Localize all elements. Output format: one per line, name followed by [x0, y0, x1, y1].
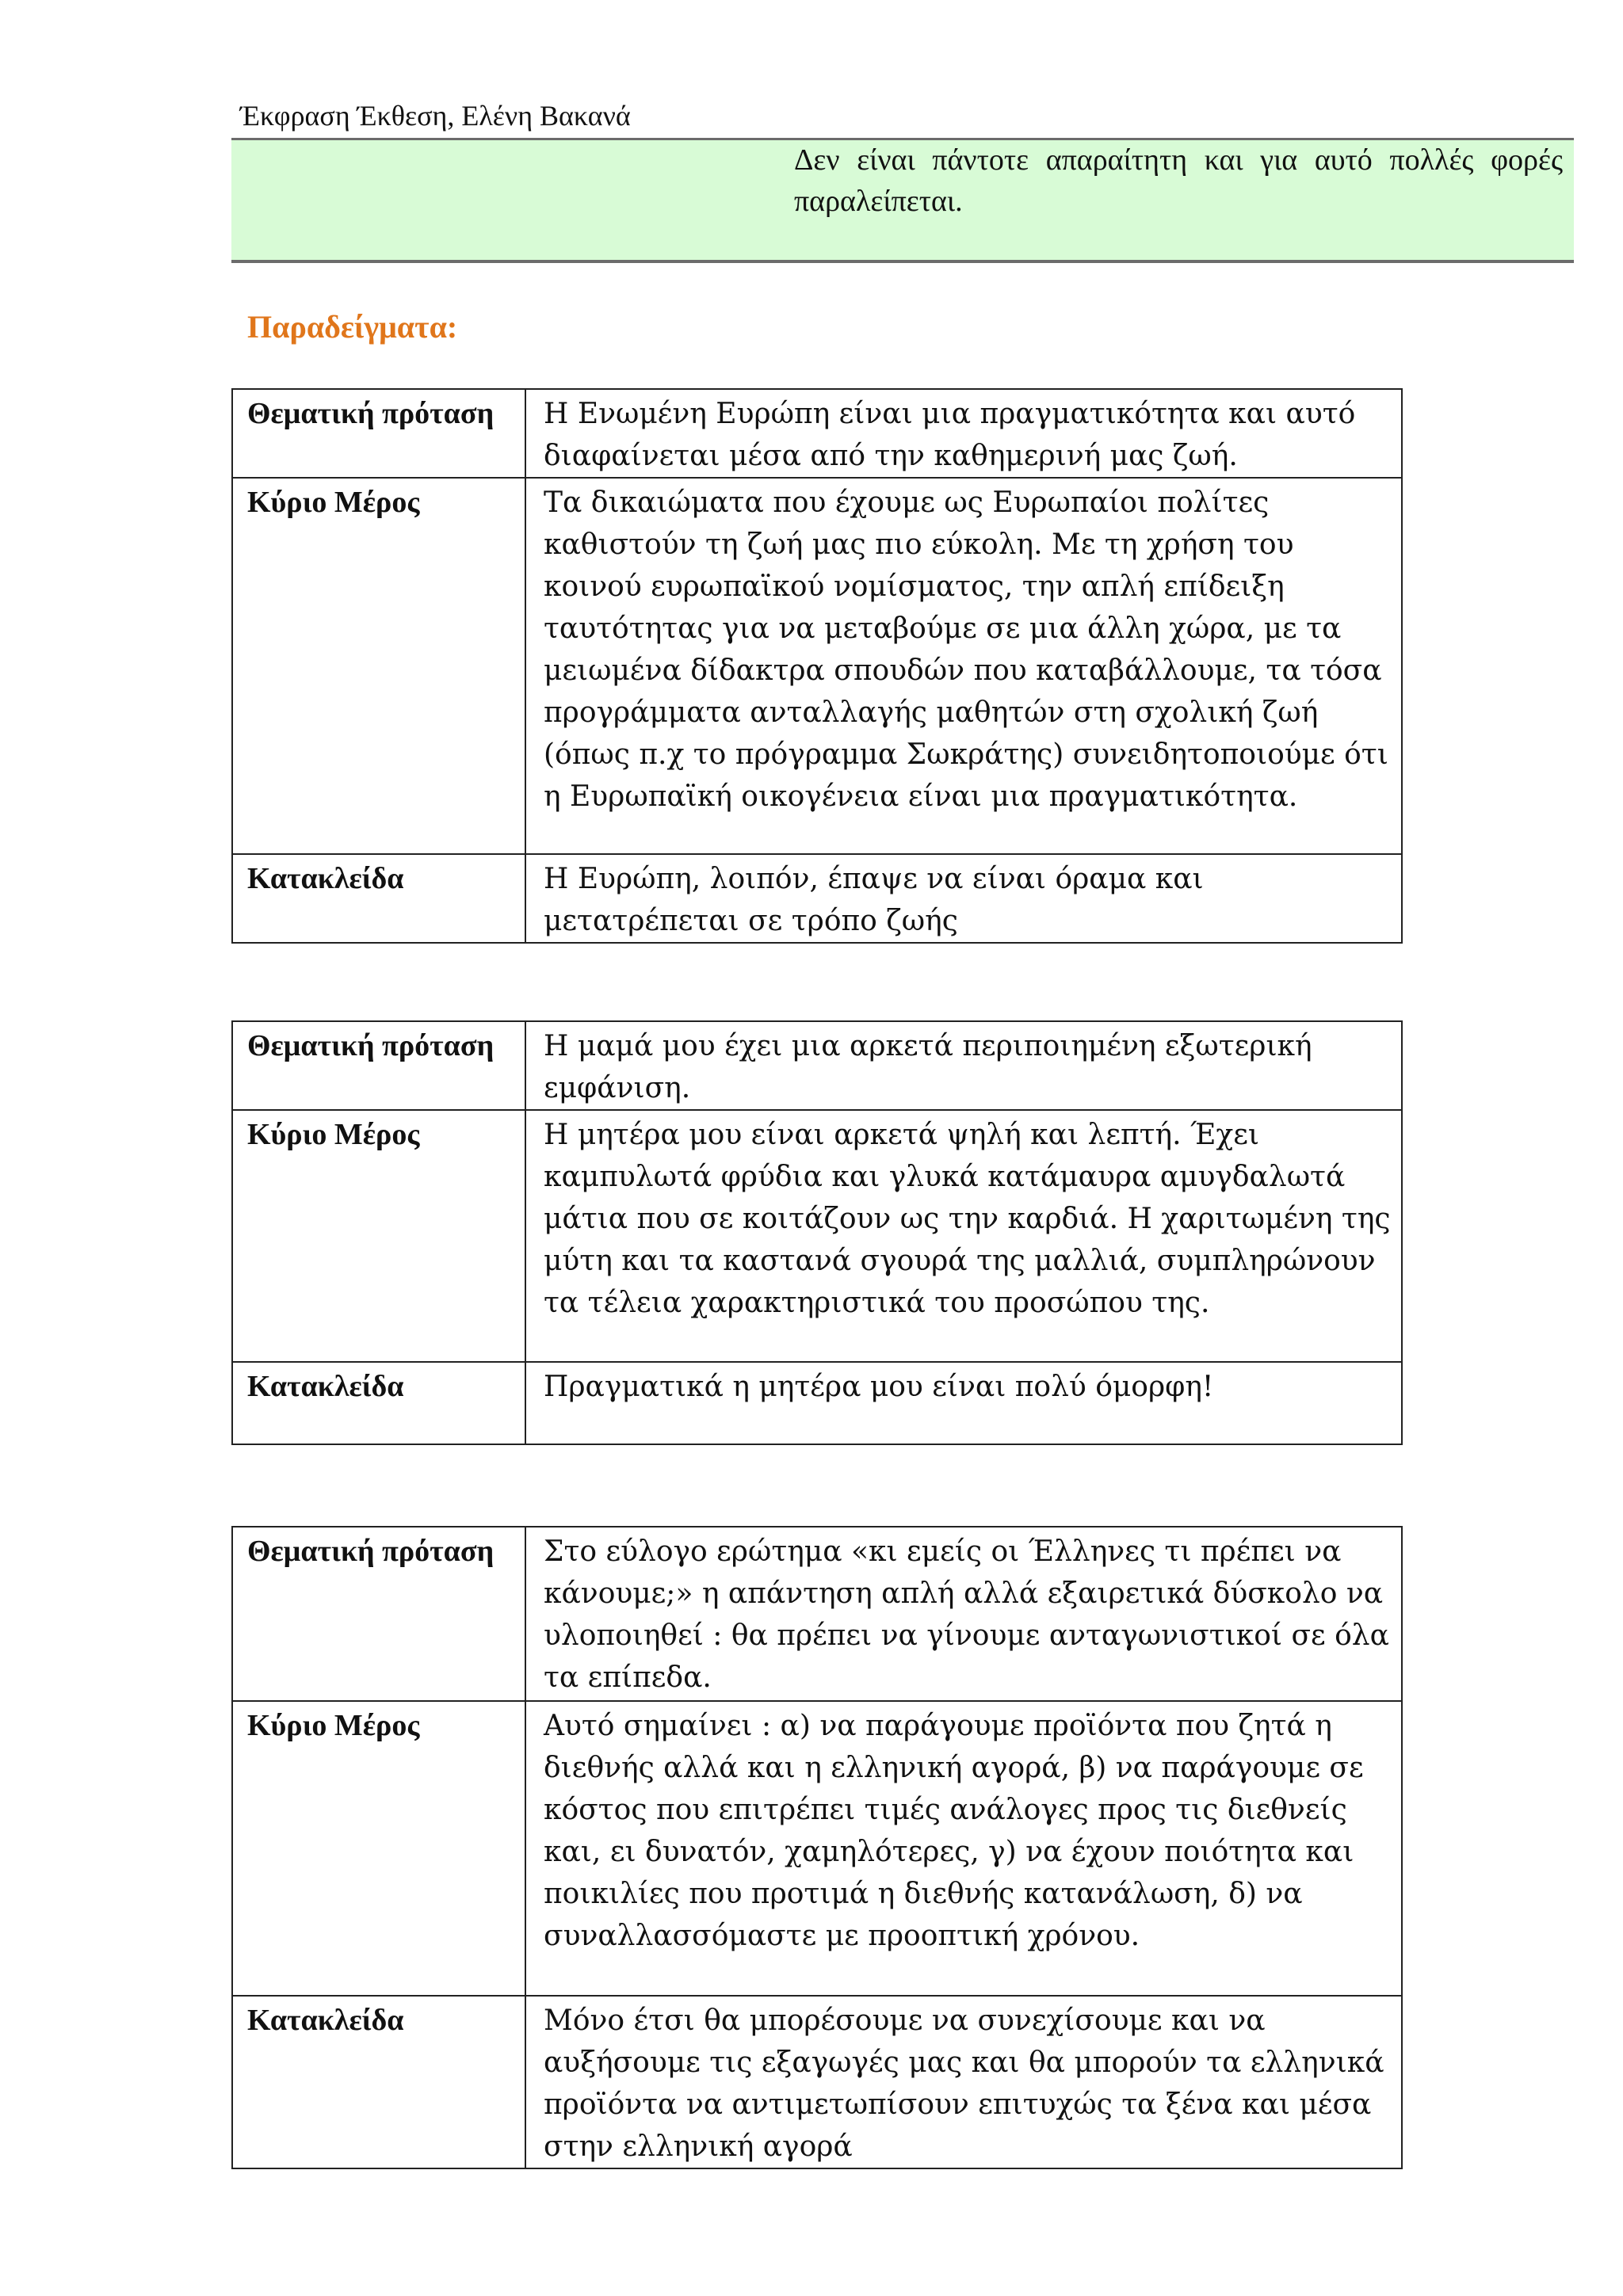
thematic-text: Η μαμά μου έχει μια αρκετά περιποιημένη εξωτερική εμφάνιση.	[525, 1021, 1402, 1110]
example-table-2	[231, 1020, 1403, 1445]
label-body: Κύριο Μέρος	[232, 1110, 525, 1362]
table-row	[232, 478, 1402, 854]
body-text: Αυτό σημαίνει : α) να παράγουμε προϊόντα που ζητά η διεθνής αλλά και η ελληνική αγορά, β) να παράγουμε σε κόστος που επιτρέπει τιμές ανάλογες προς τις διεθνείς και, ει δυνατόν, χαμηλότερες, γ) να έχουν ποιότητα και ποικιλίες που προτιμά η διεθνής κατανάλωση, δ) να συναλλασσόμαστε με προοπτική χρόνου.	[525, 1701, 1402, 1996]
table-row	[232, 1021, 1402, 1110]
label-thematic: Θεματική πρόταση	[232, 1021, 525, 1110]
body-text: Τα δικαιώματα που έχουμε ως Ευρωπαίοι πολίτες καθιστούν τη ζωή μας πιο εύκολη. Με τη χρήση του κοινού ευρωπαϊκού νομίσματος, την απλή επίδειξη ταυτότητας για να μεταβούμε σε μια άλλη χώρα, με τα μειωμένα δίδακτρα σπουδών που καταβάλλουμε, τα τόσα προγράμματα ανταλλαγής μαθητών στη σχολική ζωή (όπως π.χ το πρόγραμμα Σωκράτης) συνειδητοποιούμε ότι η Ευρωπαϊκή οικογένεια είναι μια πραγματικότητα.	[525, 478, 1402, 854]
example-table-1	[231, 388, 1403, 944]
label-conclusion: Κατακλείδα	[232, 1996, 525, 2168]
label-body: Κύριο Μέρος	[232, 478, 525, 854]
example-table-3	[231, 1526, 1403, 2169]
conclusion-text: Η Ευρώπη, λοιπόν, έπαψε να είναι όραμα και μετατρέπεται σε τρόπο ζωής	[525, 854, 1402, 943]
table-row	[232, 389, 1402, 478]
table-row	[232, 1527, 1402, 1701]
page-header: Έκφραση Έκθεση, Ελένη Βακανά	[240, 100, 631, 132]
thematic-text: Στο εύλογο ερώτημα «κι εμείς οι Έλληνες τι πρέπει να κάνουμε;» η απάντηση απλή αλλά εξαιρετικά δύσκολο να υλοποιηθεί : θα πρέπει να γίνουμε ανταγωνιστικοί σε όλα τα επίπεδα.	[525, 1527, 1402, 1701]
table-row	[232, 1362, 1402, 1444]
section-title: Παραδείγματα:	[247, 309, 458, 345]
conclusion-text: Μόνο έτσι θα μπορέσουμε να συνεχίσουμε και να αυξήσουμε τις εξαγωγές μας και θα μπορούν τα ελληνικά προϊόντα να αντιμετωπίσουν επιτυχώς τα ξένα και μέσα στην ελληνική αγορά	[525, 1996, 1402, 2168]
label-body: Κύριο Μέρος	[232, 1701, 525, 1996]
note-box-text: Δεν είναι πάντοτε απαραίτητη και για αυτό πολλές φορές παραλείπεται.	[794, 143, 1563, 218]
label-thematic: Θεματική πρόταση	[232, 1527, 525, 1701]
table-row	[232, 1701, 1402, 1996]
table-row	[232, 854, 1402, 943]
thematic-text: Η Ενωμένη Ευρώπη είναι μια πραγματικότητα και αυτό διαφαίνεται μέσα από την καθημερινή μας ζωή.	[525, 389, 1402, 478]
body-text: Η μητέρα μου είναι αρκετά ψηλή και λεπτή. Έχει καμπυλωτά φρύδια και γλυκά κατάμαυρα αμυγδαλωτά μάτια που σε κοιτάζουν ως την καρδιά. Η χαριτωμένη της μύτη και τα καστανά σγουρά της μαλλιά, συμπληρώνουν τα τέλεια χαρακτηριστικά του προσώπου της.	[525, 1110, 1402, 1362]
table-row	[232, 1110, 1402, 1362]
conclusion-text: Πραγματικά η μητέρα μου είναι πολύ όμορφη!	[525, 1362, 1402, 1444]
label-conclusion: Κατακλείδα	[232, 1362, 525, 1444]
table-row	[232, 1996, 1402, 2168]
label-thematic: Θεματική πρόταση	[232, 389, 525, 478]
label-conclusion: Κατακλείδα	[232, 854, 525, 943]
